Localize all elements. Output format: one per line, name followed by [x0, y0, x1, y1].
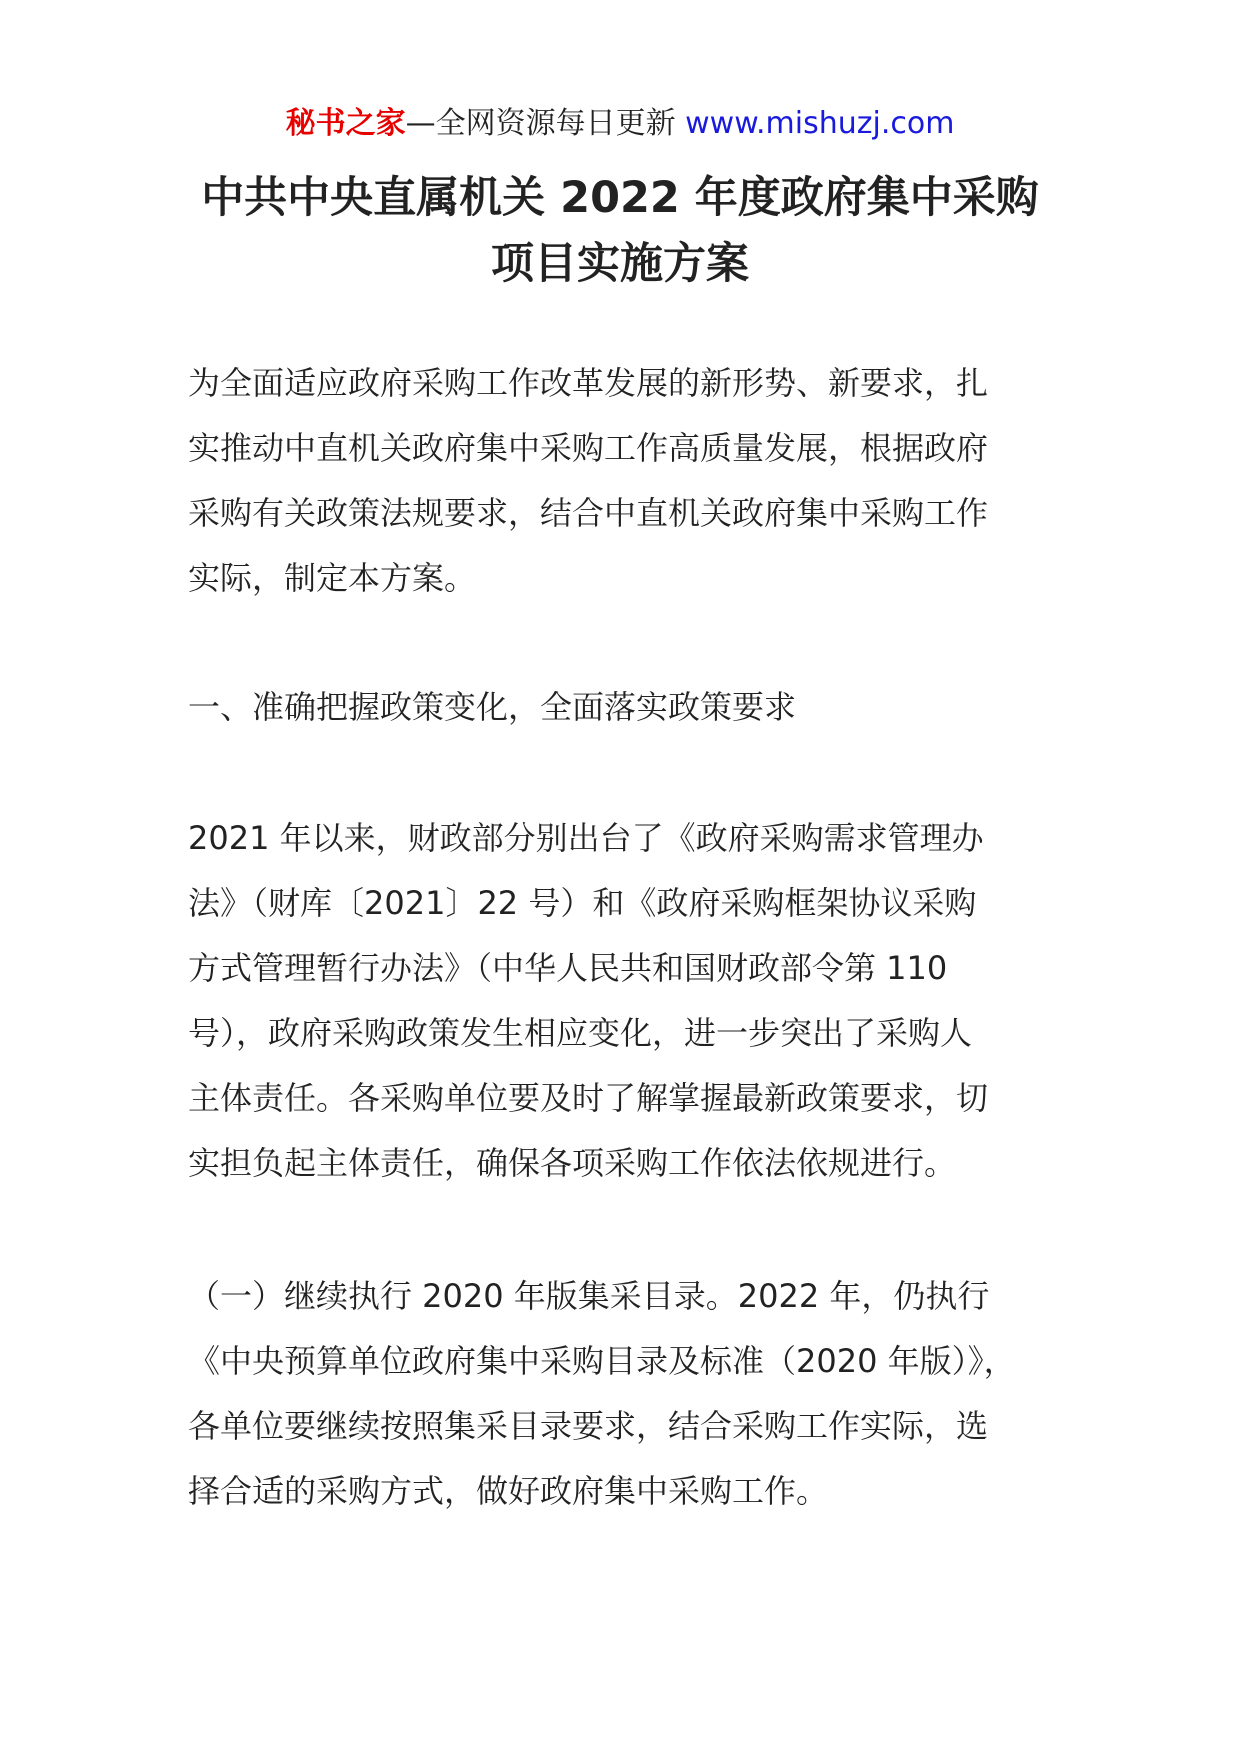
section-1-line: 2021 年以来，财政部分别出台了《政府采购需求管理办: [188, 819, 984, 857]
intro-line: 为全面适应政府采购工作改革发展的新形势、新要求，扎: [188, 364, 989, 402]
intro-paragraph: [188, 351, 1088, 611]
brand-name: 秘书之家: [285, 106, 406, 141]
subsection-1-line: 各单位要继续按照集采目录要求，结合采购工作实际，选: [188, 1407, 989, 1445]
section-1-line: 实担负起主体责任，确保各项采购工作依法依规进行。: [188, 1144, 957, 1182]
header-slogan: —全网资源每日更新: [405, 106, 676, 141]
section-1-heading: [188, 675, 1088, 740]
subsection-1-line: （一）继续执行 2020 年版集采目录。2022 年，仍执行: [188, 1277, 990, 1315]
section-1-line: 法》（财库〔2021〕22 号）和《政府采购框架协议采购: [188, 884, 977, 922]
intro-line: 实际，制定本方案。: [188, 559, 477, 597]
intro-line: 实推动中直机关政府集中采购工作高质量发展，根据政府: [188, 429, 989, 467]
section-heading-text: 一、准确把握政策变化，全面落实政策要求: [188, 688, 797, 726]
site-url[interactable]: www.mishuzj.com: [685, 106, 955, 141]
intro-line: 采购有关政策法规要求，结合中直机关政府集中采购工作: [188, 494, 989, 532]
section-1-paragraph: [188, 806, 1088, 1196]
header-banner: [0, 104, 1240, 144]
section-1-line: 方式管理暂行办法》（中华人民共和国财政部令第 110: [188, 949, 948, 987]
document-title: [0, 165, 1240, 297]
section-1-line: 主体责任。各采购单位要及时了解掌握最新政策要求，切: [188, 1079, 989, 1117]
subsection-1-paragraph: [188, 1264, 1088, 1524]
title-line-2: 项目实施方案: [491, 239, 749, 289]
section-1-line: 号），政府采购政策发生相应变化，进一步突出了采购人: [188, 1014, 973, 1052]
subsection-1-line: 择合适的采购方式，做好政府集中采购工作。: [188, 1472, 829, 1510]
subsection-1-line: 《中央预算单位政府集中采购目录及标准（2020 年版）》，: [188, 1342, 1016, 1380]
title-line-1: 中共中央直属机关 2022 年度政府集中采购: [201, 173, 1039, 223]
